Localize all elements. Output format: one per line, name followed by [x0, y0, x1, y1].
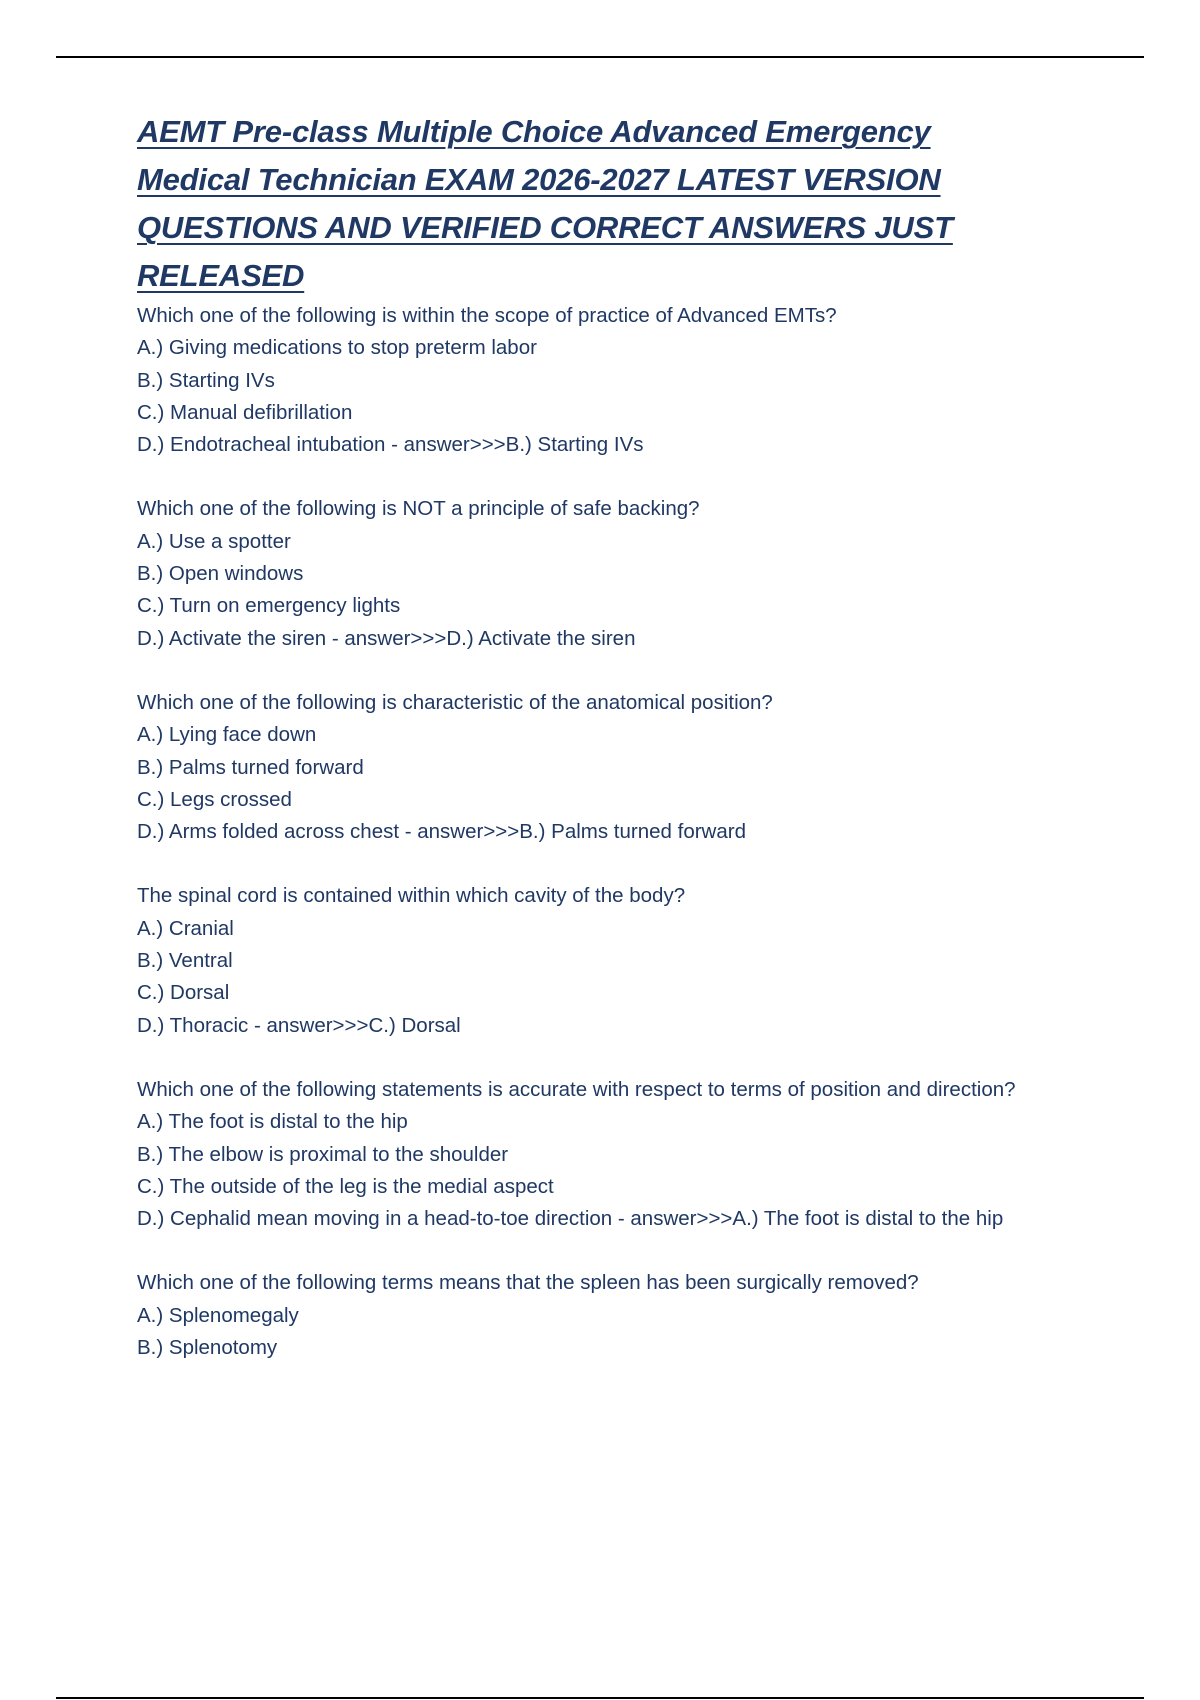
question-block-5 — [137, 1074, 1017, 1235]
answer-option: C.) Legs crossed — [137, 787, 292, 811]
question-text: Which one of the following is characteristic of the anatomical position? — [137, 690, 773, 714]
answer-option-with-key: D.) Thoracic - answer>>>C.) Dorsal — [137, 1013, 461, 1037]
answer-option: B.) Ventral — [137, 949, 233, 973]
answer-option: C.) Manual defibrillation — [137, 400, 353, 424]
question-text: The spinal cord is contained within which cavity of the body? — [137, 884, 686, 908]
answer-option: B.) Splenotomy — [137, 1336, 278, 1360]
answer-option: A.) Use a spotter — [137, 529, 291, 553]
answer-option: A.) Cranial — [137, 916, 234, 940]
document-title — [137, 108, 1017, 300]
answer-option-with-key: D.) Cephalid mean moving in a head-to-toe direction - answer>>>A.) The foot is distal to the hip — [137, 1207, 1004, 1231]
answer-option: A.) Giving medications to stop preterm labor — [137, 336, 537, 360]
question-block-2 — [137, 493, 1017, 654]
answer-option: B.) Open windows — [137, 562, 304, 586]
question-text: Which one of the following is within the scope of practice of Advanced EMTs? — [137, 304, 837, 327]
answer-option: C.) Dorsal — [137, 981, 230, 1005]
answer-option-with-key: D.) Endotracheal intubation - answer>>>B.) Starting IVs — [137, 433, 644, 457]
question-block-3 — [137, 687, 1017, 848]
answer-option: A.) Splenomegaly — [137, 1303, 299, 1327]
answer-option: A.) Lying face down — [137, 723, 317, 747]
answer-option-with-key: D.) Activate the siren - answer>>>D.) Activate the siren — [137, 626, 636, 650]
answer-option: C.) Turn on emergency lights — [137, 594, 401, 618]
document-body — [137, 108, 1017, 1396]
answer-option: B.) The elbow is proximal to the shoulder — [137, 1142, 509, 1166]
answer-option-with-key: D.) Arms folded across chest - answer>>>B.) Palms turned forward — [137, 820, 746, 844]
question-block-6 — [137, 1267, 1017, 1364]
answer-option: B.) Starting IVs — [137, 368, 275, 392]
answer-option: C.) The outside of the leg is the medial aspect — [137, 1174, 554, 1198]
question-text: Which one of the following statements is accurate with respect to terms of position and direction? — [137, 1077, 1016, 1101]
question-block-4 — [137, 880, 1017, 1041]
question-text: Which one of the following terms means that the spleen has been surgically removed? — [137, 1271, 919, 1295]
header-rule — [56, 56, 1144, 58]
footer-rule — [56, 1697, 1144, 1699]
document-title-text: AEMT Pre-class Multiple Choice Advanced Emergency Medical Technician EXAM 2026-2027 LATEST VERSION QUESTIONS AND VERIFIED CORRECT ANSWERS JUST RELEASED — [137, 114, 953, 293]
question-block-1 — [137, 300, 1017, 461]
answer-option: A.) The foot is distal to the hip — [137, 1110, 408, 1134]
question-text: Which one of the following is NOT a principle of safe backing? — [137, 497, 700, 521]
answer-option: B.) Palms turned forward — [137, 755, 364, 779]
